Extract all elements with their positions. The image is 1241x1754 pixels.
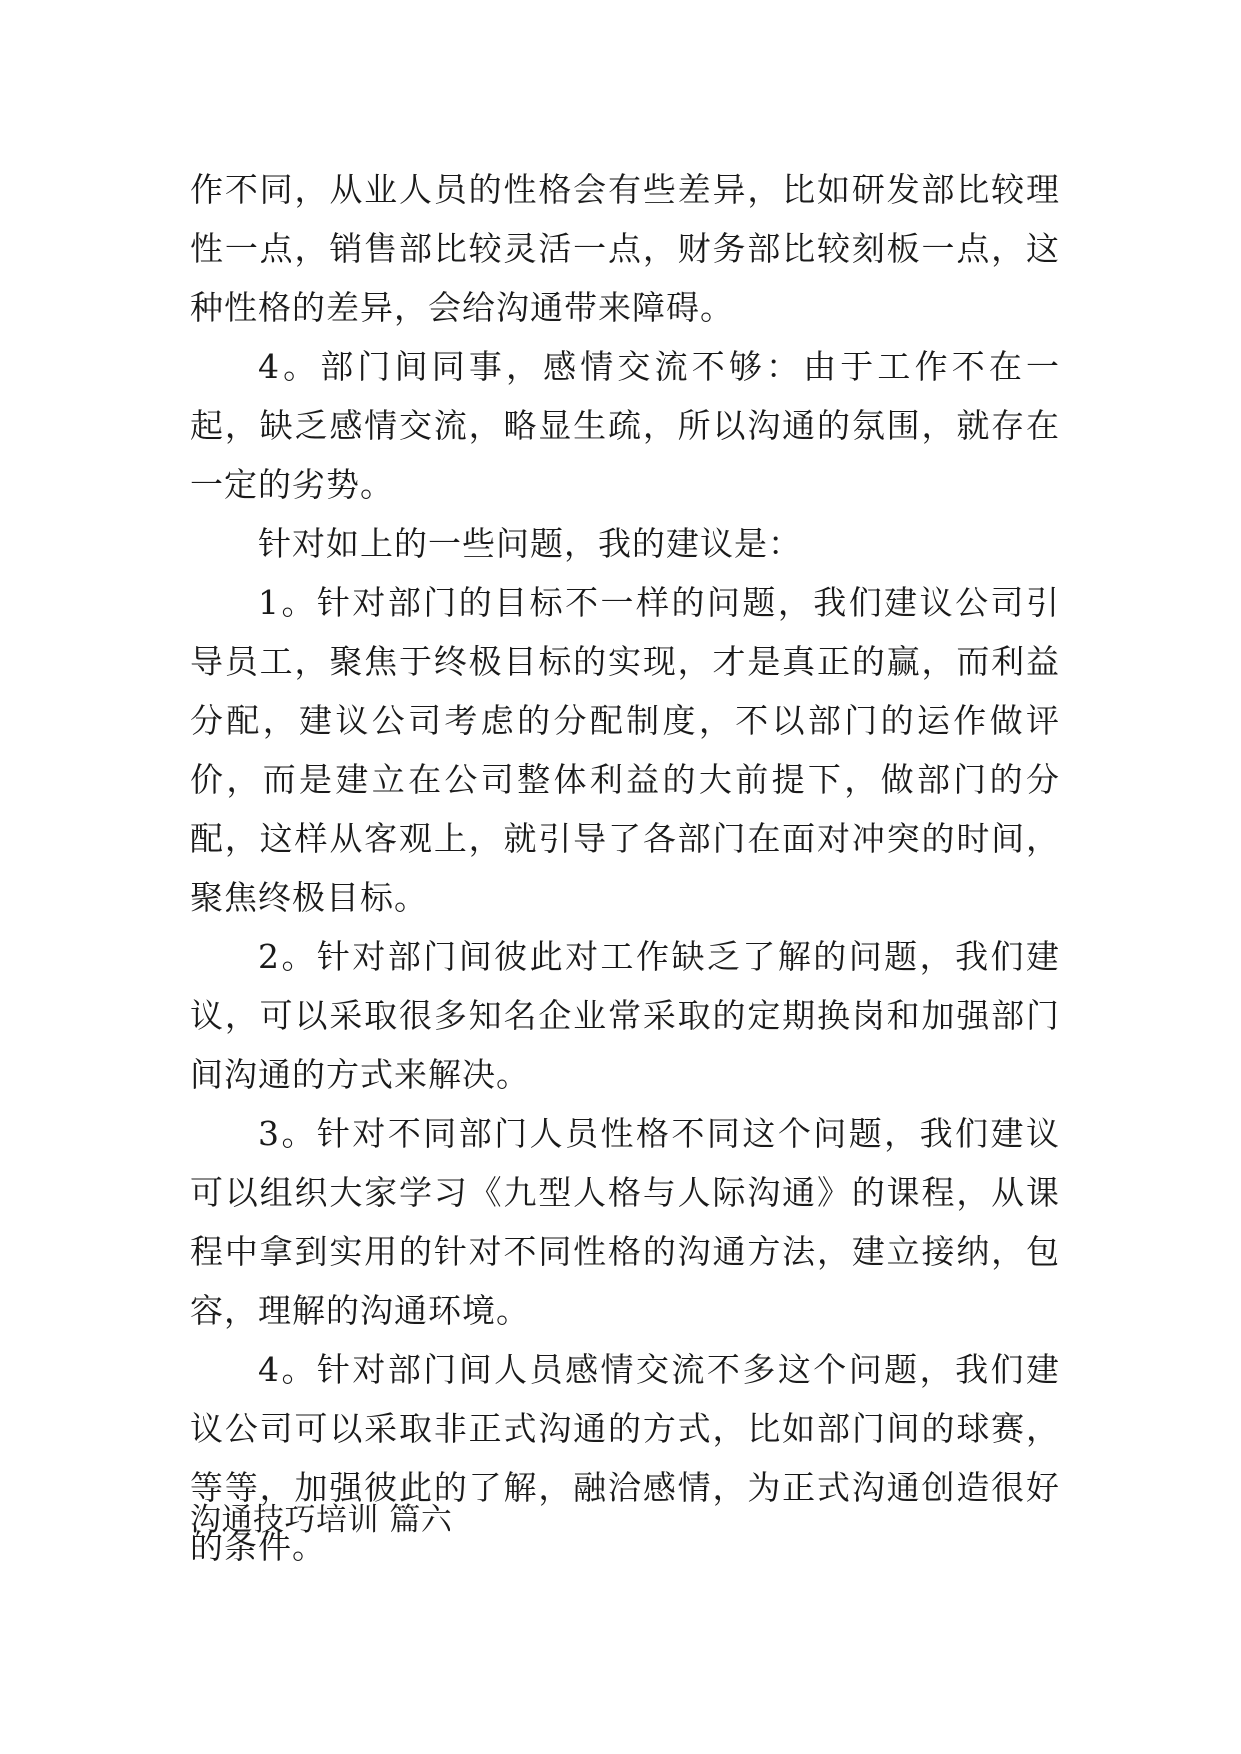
paragraph-suggestion-4: 4。针对部门间人员感情交流不多这个问题，我们建议公司可以采取非正式沟通的方式，比如部门间的球赛，等等，加强彼此的了解，融洽感情，为正式沟通创造很好的条件。 — [190, 1350, 1060, 1566]
paragraph-suggestion-2: 2。针对部门间彼此对工作缺乏了解的问题，我们建议，可以采取很多知名企业常采取的定期换岗和加强部门间沟通的方式来解决。 — [190, 937, 1060, 1094]
paragraph-personality-differences: 作不同，从业人员的性格会有些差异，比如研发部比较理性一点，销售部比较灵活一点，财务部比较刻板一点，这种性格的差异，会给沟通带来障碍。 — [190, 170, 1060, 327]
section-title: 沟通技巧培训 篇六 — [190, 1502, 453, 1538]
paragraph-suggestion-1: 1。针对部门的目标不一样的问题，我们建议公司引导员工，聚焦于终极目标的实现，才是真正的赢，而利益分配，建议公司考虑的分配制度，不以部门的运作做评价，而是建立在公司整体利益的大前提下，做部门的分配，这样从客观上，就引导了各部门在面对冲突的时间，聚焦终极目标。 — [190, 583, 1060, 917]
document-body — [190, 160, 1060, 1576]
paragraph-suggestions-intro: 针对如上的一些问题，我的建议是： — [258, 524, 802, 563]
paragraph-suggestion-3: 3。针对不同部门人员性格不同这个问题，我们建议可以组织大家学习《九型人格与人际沟通》的课程，从课程中拿到实用的针对不同性格的沟通方法，建立接纳，包容，理解的沟通环境。 — [190, 1114, 1060, 1330]
paragraph-emotional-exchange: 4。部门间同事，感情交流不够：由于工作不在一起，缺乏感情交流，略显生疏，所以沟通的氛围，就存在一定的劣势。 — [190, 347, 1060, 504]
